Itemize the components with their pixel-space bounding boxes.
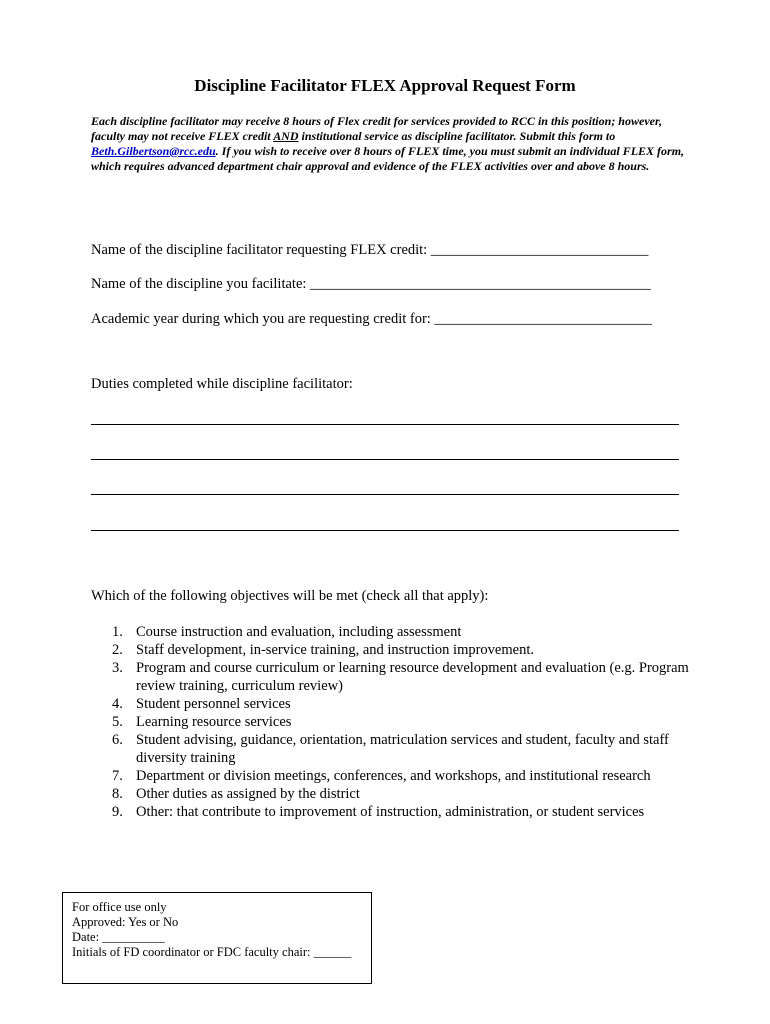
intro-text-1: Each discipline facilitator may receive 8 hours of Flex credit for services provided to RCC in this position; however, faculty may not receive FLEX credit bbox=[91, 114, 662, 143]
duties-line-4[interactable] bbox=[91, 530, 679, 531]
objectives-question: Which of the following objectives will be met (check all that apply): bbox=[91, 588, 489, 604]
objective-number: 7. bbox=[112, 768, 123, 784]
email-link[interactable]: Beth.Gilbertson@rcc.edu bbox=[91, 144, 216, 158]
objective-text: Course instruction and evaluation, including assessment bbox=[136, 624, 462, 640]
objective-item bbox=[91, 731, 691, 767]
date-field[interactable]: Date: __________ bbox=[72, 930, 165, 944]
objective-number: 2. bbox=[112, 642, 123, 658]
duties-line-3[interactable] bbox=[91, 494, 679, 495]
objective-text: Department or division meetings, conferences, and workshops, and institutional research bbox=[136, 768, 651, 784]
objective-item bbox=[91, 803, 691, 821]
objective-number: 5. bbox=[112, 714, 123, 730]
intro-paragraph bbox=[91, 114, 691, 174]
objective-text: Program and course curriculum or learning resource development and evaluation (e.g. Program review training, curriculum review) bbox=[136, 660, 689, 694]
office-use-box bbox=[62, 892, 372, 984]
objective-item bbox=[91, 785, 691, 803]
intro-text-2: institutional service as discipline facilitator. Submit this form to bbox=[298, 129, 616, 143]
objective-number: 8. bbox=[112, 786, 123, 802]
objective-item bbox=[91, 659, 691, 695]
objective-text: Staff development, in-service training, and instruction improvement. bbox=[136, 642, 534, 658]
objective-number: 9. bbox=[112, 804, 123, 820]
objective-text: Other: that contribute to improvement of instruction, administration, or student services bbox=[136, 804, 645, 820]
facilitator-name-field[interactable]: Name of the discipline facilitator requesting FLEX credit: ______________________________ bbox=[91, 242, 649, 258]
initials-field[interactable]: Initials of FD coordinator or FDC faculty chair: ______ bbox=[72, 945, 352, 959]
discipline-field[interactable]: Name of the discipline you facilitate: _______________________________________________ bbox=[91, 276, 651, 292]
objective-item bbox=[91, 641, 691, 659]
office-use-heading: For office use only bbox=[72, 900, 167, 914]
objective-text: Learning resource services bbox=[136, 714, 292, 730]
objective-text: Student personnel services bbox=[136, 696, 291, 712]
objective-number: 3. bbox=[112, 660, 123, 676]
approved-field[interactable]: Approved: Yes or No bbox=[72, 915, 179, 929]
objective-item bbox=[91, 713, 691, 731]
objective-number: 4. bbox=[112, 696, 123, 712]
duties-line-1[interactable] bbox=[91, 424, 679, 425]
intro-text-3: . If you wish to receive over 8 hours of FLEX time, you must submit an individual FLEX form, which requires advanced department chair approval and evidence of the FLEX activities over and above 8 hours. bbox=[91, 144, 685, 173]
form-title: Discipline Facilitator FLEX Approval Request Form bbox=[194, 76, 576, 95]
duties-line-2[interactable] bbox=[91, 459, 679, 460]
academic-year-field[interactable]: Academic year during which you are requesting credit for: ______________________________ bbox=[91, 311, 652, 327]
objective-text: Student advising, guidance, orientation, matriculation services and student, faculty and staff diversity training bbox=[136, 732, 669, 766]
objective-item bbox=[91, 767, 691, 785]
objective-text: Other duties as assigned by the district bbox=[136, 786, 360, 802]
objective-item bbox=[91, 623, 691, 641]
objective-item bbox=[91, 695, 691, 713]
duties-label: Duties completed while discipline facilitator: bbox=[91, 376, 353, 392]
objectives-list bbox=[91, 623, 691, 821]
objective-number: 1. bbox=[112, 624, 123, 640]
objective-number: 6. bbox=[112, 732, 123, 748]
intro-and-word: AND bbox=[273, 129, 299, 143]
